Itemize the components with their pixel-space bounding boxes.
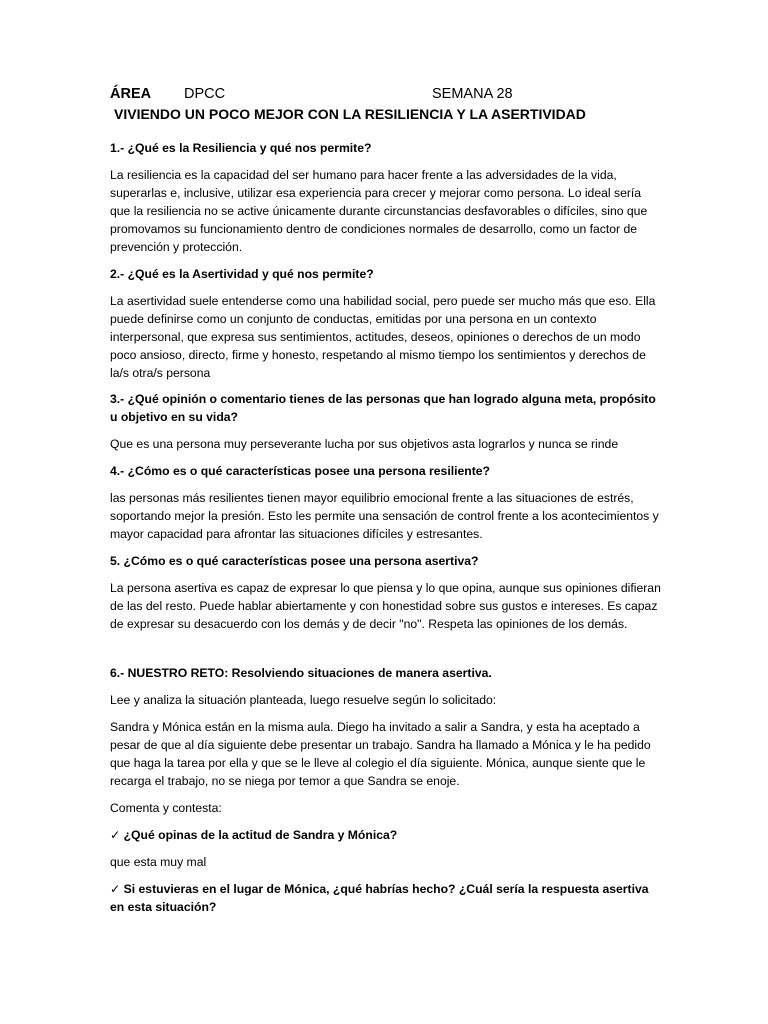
challenge-heading: 6.- NUESTRO RETO: Resolviendo situaciones de manera asertiva. <box>110 666 492 680</box>
sub-question-1-text: ¿Qué opinas de la actitud de Sandra y Mónica? <box>123 828 398 842</box>
check-mark-icon: ✓ <box>110 882 121 896</box>
week-label: SEMANA 28 <box>432 86 513 102</box>
document-page <box>110 85 662 916</box>
question-2: 2.- ¿Qué es la Asertividad y qué nos permite? <box>110 267 374 281</box>
check-mark-icon: ✓ <box>110 828 121 842</box>
course-name: DPCC <box>184 86 226 102</box>
challenge-scenario: Sandra y Mónica están en la misma aula. Diego ha invitado a salir a Sandra, y esta ha aceptado a pesar de que al día siguiente debe presentar un trabajo. Sandra ha llamado a Mónica y le ha pedido que haga la tarea por ella y que se le lleve al colegio el día siguiente. Mónica, aunque siente que le recarga el trabajo, no se niega por temor a que Sandra se enoje. <box>110 720 651 788</box>
area-label: ÁREA <box>110 86 152 102</box>
sub-question-2 <box>110 880 662 916</box>
answer-3: Que es una persona muy perseverante lucha por sus objetivos asta lograrlos y nunca se rinde <box>110 437 619 451</box>
challenge-instructions: Lee y analiza la situación planteada, luego resuelve según lo solicitado: <box>110 693 497 707</box>
question-5: 5. ¿Cómo es o qué características posee una persona asertiva? <box>110 554 479 568</box>
challenge-prompt: Comenta y contesta: <box>110 801 222 815</box>
sub-question-1 <box>110 826 662 844</box>
answer-2: La asertividad suele entenderse como una habilidad social, pero puede ser mucho más que eso. Ella puede definirse como un conjunto de conductas, emitidas por una persona en un contexto interpersonal, que expresa sus sentimientos, actitudes, deseos, opiniones o derechos de un modo poco ansioso, directo, firme y honesto, respetando al mismo tiempo los sentimientos y derechos de la/s otra/s persona <box>110 294 656 380</box>
answer-4: las personas más resilientes tienen mayor equilibrio emocional frente a las situaciones de estrés, soportando mejor la presión. Esto les permite una sensación de control frente a los acontecimientos y mayor capacidad para afrontar las situaciones difíciles y estresantes. <box>110 491 659 541</box>
answer-1: La resiliencia es la capacidad del ser humano para hacer frente a las adversidades de la vida, superarlas e, inclusive, utilizar esa experiencia para crecer y mejorar como persona. Lo ideal sería que la resiliencia no se active únicamente durante circunstancias desfavorables o difíciles, sino que promovamos su funcionamiento dentro de condiciones normales de desarrollo, como un factor de prevención y protección. <box>110 168 648 254</box>
sub-question-2-text: Si estuvieras en el lugar de Mónica, ¿qué habrías hecho? ¿Cuál sería la respuesta asertiva en esta situación? <box>110 882 649 914</box>
document-title: VIVIENDO UN POCO MEJOR CON LA RESILIENCIA Y LA ASERTIVIDAD <box>114 106 586 122</box>
answer-5: La persona asertiva es capaz de expresar lo que piensa y lo que opina, aunque sus opiniones difieran de las del resto. Puede hablar abiertamente y con honestidad sobre sus gustos e intereses. Es capaz de expresar su desacuerdo con los demás y de decir "no". Respeta las opiniones de los demás. <box>110 581 661 631</box>
sub-answer-1: que esta muy mal <box>110 855 207 869</box>
question-1: 1.- ¿Qué es la Resiliencia y qué nos permite? <box>110 141 372 155</box>
document-header <box>110 85 662 103</box>
question-4: 4.- ¿Cómo es o qué características posee una persona resiliente? <box>110 464 490 478</box>
question-3: 3.- ¿Qué opinión o comentario tienes de las personas que han logrado alguna meta, propósito u objetivo en su vida? <box>110 392 656 424</box>
